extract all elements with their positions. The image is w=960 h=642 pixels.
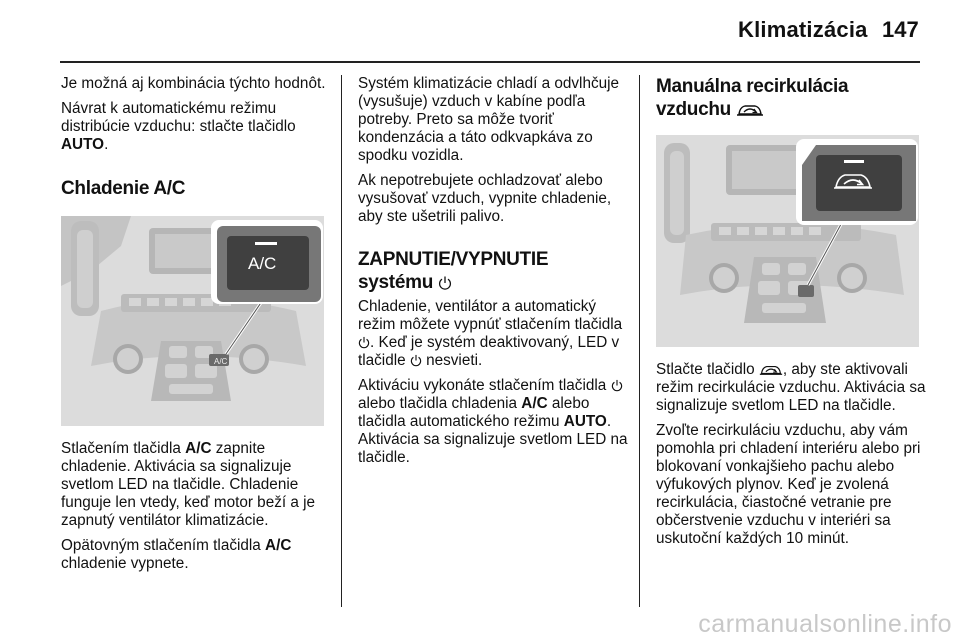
column-divider-left — [341, 75, 342, 607]
auto-label: AUTO — [563, 413, 607, 430]
ac-button-figure — [61, 216, 324, 426]
power-icon — [611, 378, 623, 393]
paragraph-system-cooling: Systém klimatizácie chladí a odvlhčuje (vysušuje) vzduch v kabíne podľa potreby. Preto sa môže tvoriť kondenzácia a táto odkvapkáva zo spodku vozidla. — [358, 75, 620, 164]
paragraph-ac-on — [61, 440, 329, 530]
ac-label: A/C — [265, 537, 292, 554]
heading-line: vzduchu — [656, 99, 731, 120]
text: Aktiváciu vykonáte stlačením tlačidla — [358, 377, 611, 394]
text: nesvieti. — [421, 352, 483, 369]
heading-zapnutie — [358, 248, 628, 294]
text: alebo tlačidla automatického režimu — [358, 395, 590, 430]
paragraph-save-fuel: Ak nepotrebujete ochladzovať alebo vysušovať vzduch, vypnite chladenie, aby ste ušetrili palivo. — [358, 172, 612, 225]
heading-manual-recirculation — [656, 75, 928, 121]
header-title: Klimatizácia — [738, 17, 868, 42]
text: Chladenie, ventilátor a automatický režim môžete vypnúť stlačením tlačidla — [358, 298, 623, 333]
power-icon — [438, 275, 452, 291]
column-divider-right — [639, 75, 640, 607]
text: Opätovným stlačením tlačidla — [61, 537, 266, 554]
page-number: 147 — [882, 17, 919, 42]
column-3 — [656, 75, 928, 555]
paragraph-system-off — [358, 298, 628, 370]
heading-chladenie: Chladenie A/C — [61, 178, 186, 199]
text: Návrat k automatickému režimu distribúcie vzduchu: stlačte tlačidlo — [61, 100, 296, 135]
column-1 — [61, 75, 329, 580]
text: , aby ste aktivovali režim recirkulácie vzduchu. Aktivácia sa signalizuje svetlom LED na tlačidle. — [656, 361, 926, 414]
text: alebo tlačidla chladenia — [358, 395, 522, 412]
text: zapnite chladenie. Aktivácia sa signalizuje svetlom LED na tlačidle. Chladenie funguje len vtedy, keď motor beží a je zapnutý ventilátor klimatizácie. — [61, 440, 316, 529]
watermark: carmanualsonline.info — [698, 610, 952, 638]
text: Stlačením tlačidla — [61, 440, 186, 457]
paragraph-ac-off — [61, 537, 329, 573]
ac-label: A/C — [521, 395, 548, 412]
power-icon — [358, 335, 370, 350]
text: . Keď je systém deaktivovaný, LED v tlačidle — [358, 334, 620, 369]
recirculation-icon — [736, 102, 764, 118]
column-2 — [358, 75, 628, 474]
text: . — [104, 136, 109, 153]
heading-line: ZAPNUTIE/VYPNUTIE — [358, 249, 549, 270]
auto-label: AUTO — [61, 136, 105, 153]
ac-button-label: A/C — [248, 254, 277, 273]
paragraph-recirc-usage: Zvoľte recirkuláciu vzduchu, aby vám pomohla pri chladení interiéru alebo pri blokovaní vonkajšieho pachu alebo výfukových plynov. Keď je zvolená recirkulácia, čiastočné vetranie pre občerstvenie vzduchu v interiéri sa uskutoční každých 10 minút. — [656, 422, 921, 547]
svg-text:A/C: A/C — [214, 357, 228, 366]
ac-label: A/C — [185, 440, 212, 457]
heading-line: systému — [358, 272, 433, 293]
power-icon — [410, 353, 422, 368]
text: chladenie vypnete. — [61, 555, 189, 572]
text: Stlačte tlačidlo — [656, 361, 759, 378]
text: . Aktivácia sa signalizuje svetlom LED na tlačidle. — [358, 413, 628, 466]
paragraph-recirc-activate — [656, 361, 928, 415]
paragraph-combination: Je možná aj kombinácia týchto hodnôt. — [61, 75, 326, 92]
recirculation-button-figure — [656, 135, 919, 347]
header-rule — [60, 61, 920, 63]
recirculation-icon — [759, 363, 783, 377]
heading-line: Manuálna recirkulácia — [656, 76, 849, 97]
paragraph-auto-return — [61, 100, 329, 154]
paragraph-activation — [358, 377, 628, 467]
